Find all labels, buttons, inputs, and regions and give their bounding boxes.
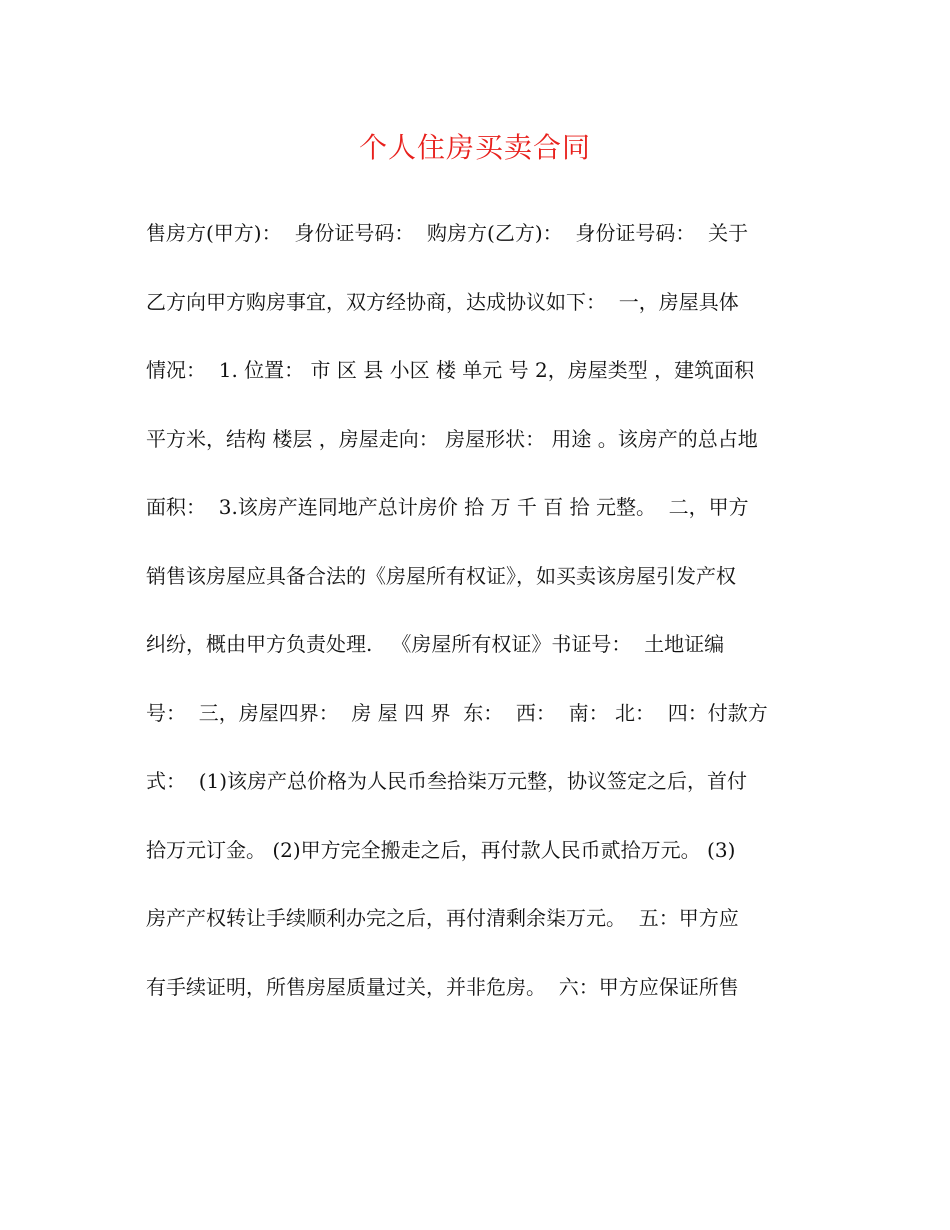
- text-line: 式： (1)该房产总价格为人民币叁拾柒万元整，协议签定之后，首付: [146, 769, 748, 793]
- text-line: 有手续证明，所售房屋质量过关，并非危房。 六：甲方应保证所售: [146, 974, 739, 999]
- text-line: 乙方向甲方购房事宜，双方经协商，达成协议如下： 一，房屋具体: [146, 289, 739, 314]
- text-line: 拾万元订金。 (2)甲方完全搬走之后，再付款人民币贰拾万元。 (3): [146, 837, 736, 862]
- text-line: 面积： 3.该房产连同地产总计房价 拾 万 千 百 拾 元整。 二，甲方: [146, 495, 749, 519]
- text-line: 销售该房屋应具备合法的《房屋所有权证》，如买卖该房屋引发产权: [146, 563, 736, 588]
- text-line: 售房方(甲方)： 身份证号码： 购房方(乙方)： 身份证号码： 关于: [146, 221, 749, 245]
- text-line: 平方米，结构 楼层 ，房屋走向： 房屋形状： 用途 。该房产的总占地: [146, 426, 758, 451]
- text-line: 情况： 1. 位置： 市 区 县 小区 楼 单元 号 2，房屋类型 ，建筑面积: [146, 358, 755, 382]
- text-line: 号： 三，房屋四界： 房 屋 四 界 东： 西： 南： 北： 四：付款方: [146, 700, 768, 725]
- document-title: 个人住房买卖合同: [358, 131, 591, 164]
- text-line: 房产产权转让手续顺利办完之后，再付清剩余柒万元。 五：甲方应: [146, 906, 739, 930]
- contract-body: [146, 212, 816, 1034]
- text-line: 纠纷，概由甲方负责处理. 《房屋所有权证》书证号： 土地证编: [146, 632, 725, 656]
